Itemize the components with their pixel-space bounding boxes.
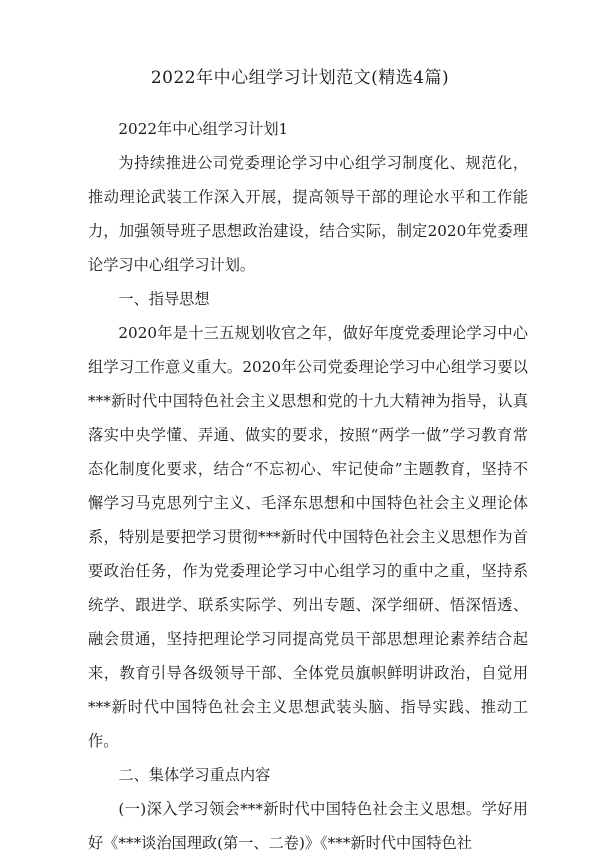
document-title: 2022年中心组学习计划范文(精选4篇) [150,68,450,88]
intro-paragraph: 为持续推进公司党委理论学习中心组学习制度化、规范化，推动理论武装工作深入开展，提高领导干部的理论水平和工作能力，加强领导班子思想政治建设，结合实际，制定2020年党委理论学习中心组学习计划。 [88,154,528,274]
section-heading-guiding-thought: 一、指导思想 [118,290,210,308]
guiding-thought-paragraph: 2020年是十三五规划收官之年，做好年度党委理论学习中心组学习工作意义重大。2020年公司党委理论学习中心组学习要以***新时代中国特色社会主义思想和党的十九大精神为指导，认真落实中央学懂、弄通、做实的要求，按照“两学一做”学习教育常态化制度化要求，结合“不忘初心、牢记使命”主题教育，坚持不懈学习马克思列宁主义、毛泽东思想和中国特色社会主义理论体系，特别是要把学习贯彻***新时代中国特色社会主义思想作为首要政治任务，作为党委理论学习中心组学习的重中之重，坚持系统学、跟进学、联系实际学、列出专题、深学细研、悟深悟透、融会贯通，坚持把理论学习同提高党员干部思想理论素养结合起来，教育引导各级领导干部、全体党员旗帜鲜明讲政治，自觉用***新时代中国特色社会主义思想武装头脑、指导实践、推动工作。 [88,324,528,750]
document-body [88,112,528,860]
study-content-paragraph: (一)深入学习领会***新时代中国特色社会主义思想。学好用好《***谈治国理政(第一、二卷)》《***新时代中国特色社 [88,800,528,852]
plan-subtitle: 2022年中心组学习计划1 [118,120,289,138]
section-heading-study-content: 二、集体学习重点内容 [118,766,271,784]
